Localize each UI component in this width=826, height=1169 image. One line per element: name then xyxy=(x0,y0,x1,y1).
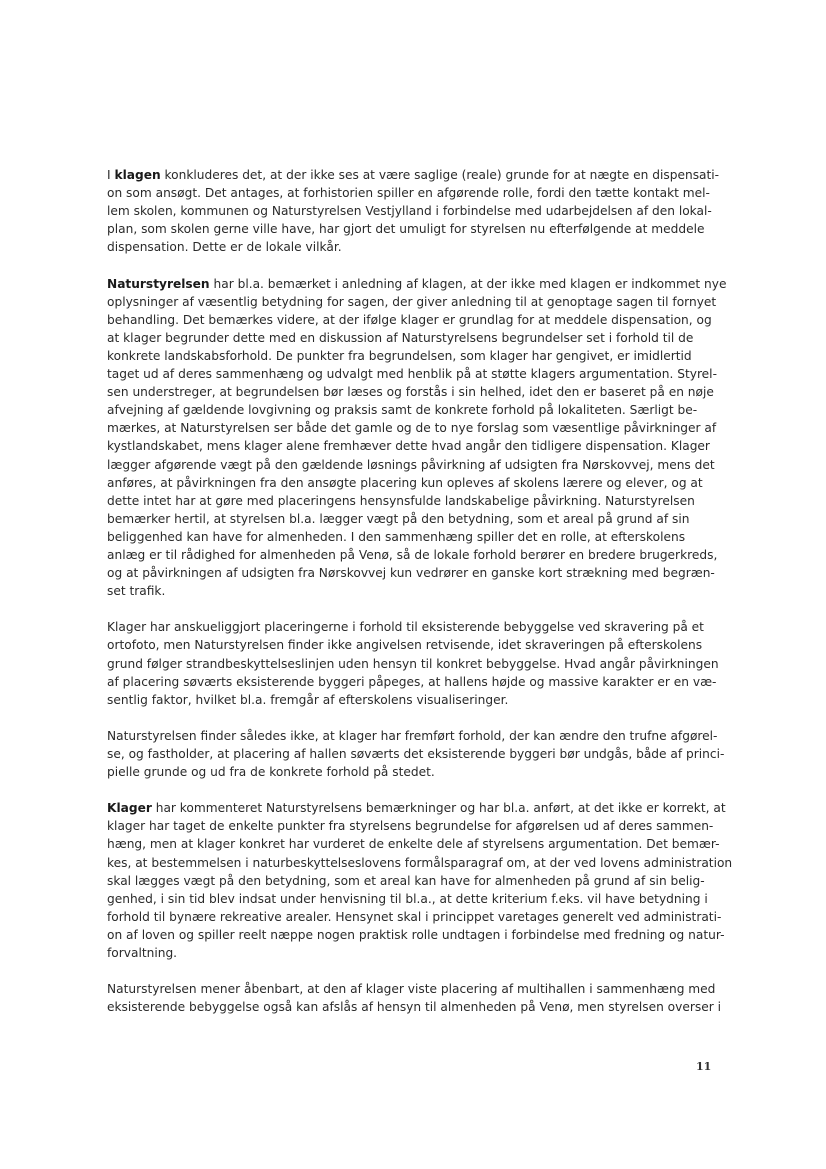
text-line: eksisterende bebyggelse også kan afslås af hensyn til almenheden på Venø, men styrelsen overser i xyxy=(107,1000,721,1015)
text-line: at klager begrunder dette med en diskussion af Naturstyrelsens begrundelser set i forhold til de xyxy=(107,330,694,345)
paragraph xyxy=(107,275,727,601)
text-line: forvaltning. xyxy=(107,946,178,961)
paragraph xyxy=(107,166,720,256)
text-line: dispensation. Dette er de lokale vilkår. xyxy=(107,240,342,255)
text-line: I klagen konkluderes det, at der ikke ses at være saglige (reale) grunde for at nægte en dispensati- xyxy=(107,168,720,182)
text-line: Naturstyrelsen har bl.a. bemærket i anledning af klagen, at der ikke med klagen er indkommet nye xyxy=(107,276,727,291)
text-line: kes, at bestemmelsen i naturbeskyttelseslovens formålsparagraf om, at der ved lovens administration xyxy=(107,855,733,870)
text-line: se, og fastholder, at placering af hallen søværts det eksisterende byggeri bør undgås, både af princi- xyxy=(107,747,725,761)
text-line: skal lægges vægt på den betydning, som et areal kan have for almenheden på grund af sin belig- xyxy=(107,873,705,888)
page-number: 11 xyxy=(696,1060,712,1073)
text-line: og at påvirkningen af udsigten fra Nørskovvej kun vedrører en ganske kort strækning med begræn- xyxy=(107,566,715,581)
text-line: Naturstyrelsen finder således ikke, at klager har fremført forhold, der kan ændre den trufne afgørel- xyxy=(107,728,718,743)
lead-term: Naturstyrelsen xyxy=(107,276,210,291)
text-line: taget ud af deres sammenhæng og udvalgt med henblik på at støtte klagers argumentation. Styrel- xyxy=(107,367,717,382)
text-line: bemærker hertil, at styrelsen bl.a. lægger vægt på den betydning, som et areal på grund af sin xyxy=(107,511,690,526)
text-line: sen understreger, at begrundelsen bør læses og forstås i sin helhed, idet den er baseret på en nøje xyxy=(107,385,714,400)
text-line: grund følger strandbeskyttelseslinjen uden hensyn til konkret bebyggelse. Hvad angår påvirkningen xyxy=(107,656,719,671)
text-line: set trafik. xyxy=(107,584,166,599)
paragraph xyxy=(107,980,721,1016)
text-line: beliggenhed kan have for almenheden. I den sammenhæng spiller det en rolle, at efterskolens xyxy=(107,529,686,544)
text-line: on af loven og spiller reelt næppe nogen praktisk rolle undtagen i forbindelse med fredning og natur- xyxy=(107,927,725,942)
text-line: afvejning af gældende lovgivning og praksis samt de konkrete forhold på lokaliteten. Særligt be- xyxy=(107,403,698,418)
document-body xyxy=(107,166,733,1035)
text-line: anføres, at påvirkningen fra den ansøgte placering kun opleves af skolens lærere og elever, og at xyxy=(107,475,703,490)
text-line: anlæg er til rådighed for almenheden på Venø, så de lokale forhold berører en bredere brugerkreds, xyxy=(107,547,718,562)
text-line: lem skolen, kommunen og Naturstyrelsen Vestjylland i forbindelse med udarbejdelsen af den lokal- xyxy=(107,204,712,219)
text-line: Klager har anskueliggjort placeringerne i forhold til eksisterende bebyggelse ved skravering på et xyxy=(107,620,704,635)
text-line: forhold til bynære rekreative arealer. Hensynet skal i princippet varetages generelt ved administrati- xyxy=(107,909,722,924)
lead-term: Klager xyxy=(107,801,152,816)
text-line: on som ansøgt. Det antages, at forhistorien spiller en afgørende rolle, fordi den tætte kontakt mel- xyxy=(107,186,710,201)
text-line: oplysninger af væsentlig betydning for sagen, der giver anledning til at genoptage sagen til fornyet xyxy=(107,294,717,309)
paragraph xyxy=(107,618,719,708)
text-line: dette intet har at gøre med placeringens hensynsfulde landskabelige påvirkning. Naturstyrelsen xyxy=(107,493,695,508)
text-line: genhed, i sin tid blev indsat under henvisning til bl.a., at dette kriterium f.eks. vil have betydning i xyxy=(107,891,708,906)
text-line: lægger afgørende vægt på den gældende løsnings påvirkning af udsigten fra Nørskovvej, mens det xyxy=(107,457,715,472)
lead-term: klagen xyxy=(114,168,161,182)
text-line: pielle grunde og ud fra de konkrete forhold på stedet. xyxy=(107,765,435,780)
text-line: klager har taget de enkelte punkter fra styrelsens begrundelse for afgørelsen ud af deres sammen- xyxy=(107,819,714,834)
text-line: behandling. Det bemærkes videre, at der ifølge klager er grundlag for at meddele dispensation, og xyxy=(107,312,712,327)
text-line: Klager har kommenteret Naturstyrelsens bemærkninger og har bl.a. anført, at det ikke er korrekt, at xyxy=(107,801,726,816)
text-line: af placering søværts eksisterende byggeri påpeges, at hallens højde og massive karakter er en væ- xyxy=(107,674,717,689)
text-line: mærkes, at Naturstyrelsen ser både det gamle og de to nye forslag som væsentlige påvirkninger af xyxy=(107,421,717,436)
text-line: kystlandskabet, mens klager alene fremhæver dette hvad angår den tidligere dispensation. Klager xyxy=(107,439,710,454)
text-line: sentlig faktor, hvilket bl.a. fremgår af efterskolens visualiseringer. xyxy=(107,692,509,707)
paragraph xyxy=(107,727,725,781)
paragraph xyxy=(107,799,733,962)
text-line: Naturstyrelsen mener åbenbart, at den af klager viste placering af multihallen i sammenhæng med xyxy=(107,982,716,997)
text-line: plan, som skolen gerne ville have, har gjort det umuligt for styrelsen nu efterfølgende at meddele xyxy=(107,222,705,237)
text-line: konkrete landskabsforhold. De punkter fra begrundelsen, som klager har gengivet, er imidlertid xyxy=(107,348,692,363)
text-line: hæng, men at klager konkret har vurderet de enkelte dele af styrelsens argumentation. Det bemær- xyxy=(107,837,720,852)
text-line: ortofoto, men Naturstyrelsen finder ikke angivelsen retvisende, idet skraveringen på efterskolens xyxy=(107,638,703,653)
